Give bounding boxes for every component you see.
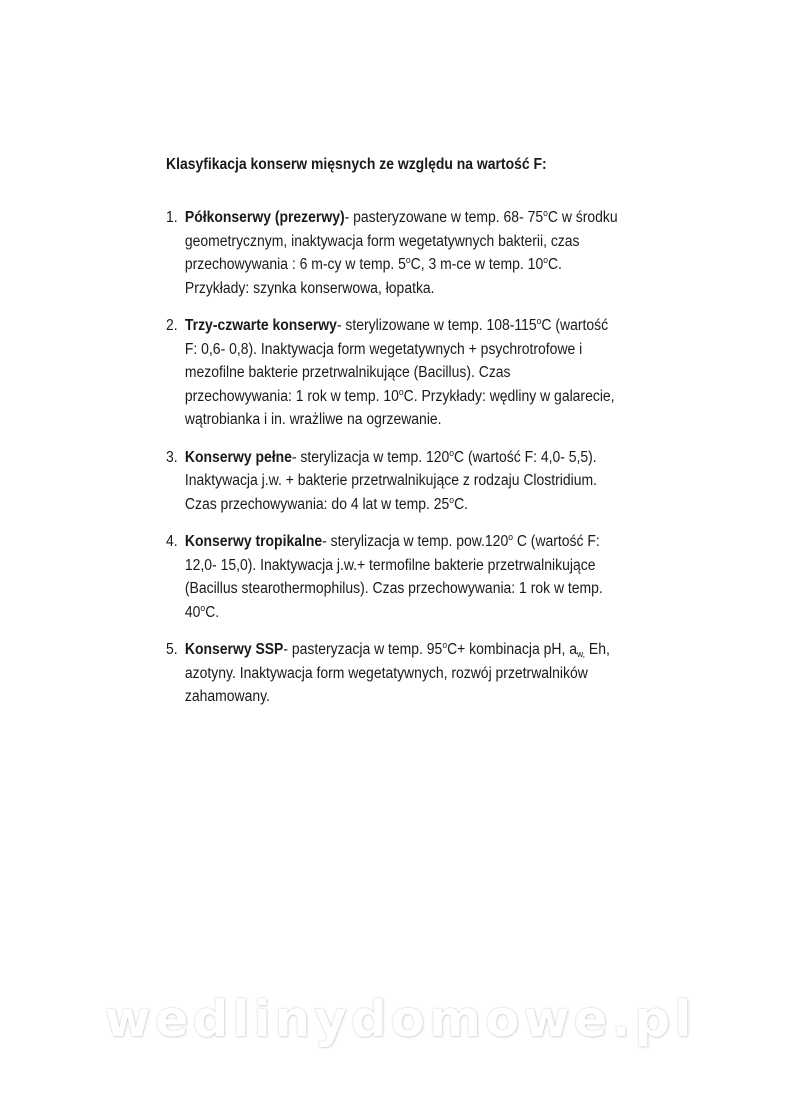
item-line: 12,0- 15,0). Inaktywacja j.w.+ termofilne bakterie przetrwalnikujące xyxy=(184,556,596,574)
item-line: Przykłady: szynka konserwowa, łopatka. xyxy=(184,279,435,297)
item-line: Czas przechowywania: do 4 lat w temp. 25$^o$C. xyxy=(184,494,469,513)
item-line: Inaktywacja j.w. + bakterie przetrwalnikujące z rodzaju Clostridium. xyxy=(184,472,597,489)
document-title: Klasyfikacja konserw mięsnych ze względu na wartość F: xyxy=(166,156,547,173)
item-line: Półkonserwy (prezerwy)- pasteryzowane w temp. 68- 75$^o$C w środku xyxy=(184,208,618,226)
classification-list xyxy=(166,206,706,709)
item-line: wątrobianka i in. wrażliwe na ogrzewanie. xyxy=(184,411,442,428)
item-line: zahamowany. xyxy=(184,688,270,705)
list-item xyxy=(166,530,689,624)
item-line: geometrycznym, inaktywacja form wegetatywnych bakterii, czas xyxy=(184,232,580,250)
item-term: Półkonserwy (prezerwy) xyxy=(184,209,345,226)
list-item xyxy=(166,206,689,300)
item-number: 1. xyxy=(166,209,178,226)
item-term: Trzy-czwarte konserwy xyxy=(184,317,337,334)
list-item xyxy=(166,446,689,517)
item-line: przechowywania : 6 m-cy w temp. 5$^o$C, 3 m-ce w temp. 10$^o$C. xyxy=(184,255,562,273)
item-line: Konserwy SSP- pasteryzacja w temp. $95^oC+$ kombinacja pH, $a_{w,}$ Eh, xyxy=(184,640,610,660)
item-line: F: 0,6- 0,8). Inaktywacja form wegetatywnych + psychrotrofowe i xyxy=(184,340,583,358)
item-line: Trzy-czwarte konserwy- sterylizowane w temp. 108-115$^o$C (wartość xyxy=(184,316,609,334)
item-line: Konserwy pełne- sterylizacja w temp. 120$^o$C (wartość F: 4,0- 5,5). xyxy=(184,447,597,466)
item-line: Konserwy tropikalne- sterylizacja w temp. pow.120$^o$ C (wartość F: xyxy=(184,532,600,550)
item-number: 5. xyxy=(166,641,178,658)
item-line: 40$^o$C. xyxy=(184,602,220,621)
list-item xyxy=(166,638,689,709)
watermark-text: wedlinydomowe.pl xyxy=(104,990,696,1048)
list-item xyxy=(166,314,689,432)
item-number: 3. xyxy=(166,448,178,466)
item-line: (Bacillus stearothermophilus). Czas przechowywania: 1 rok w temp. xyxy=(184,580,603,597)
item-line: mezofilne bakterie przetrwalnikujące (Bacillus). Czas xyxy=(184,364,511,381)
item-number: 2. xyxy=(166,317,178,334)
item-term: Konserwy SSP xyxy=(184,641,284,658)
item-line: przechowywania: 1 rok w temp. 10$^o$C. Przykłady: wędliny w galarecie, xyxy=(184,386,615,405)
item-term: Konserwy tropikalne xyxy=(184,533,323,550)
item-term: Konserwy pełne xyxy=(184,448,292,466)
item-line: azotyny. Inaktywacja form wegetatywnych, rozwój przetrwalników xyxy=(184,664,588,682)
item-number: 4. xyxy=(166,533,178,550)
